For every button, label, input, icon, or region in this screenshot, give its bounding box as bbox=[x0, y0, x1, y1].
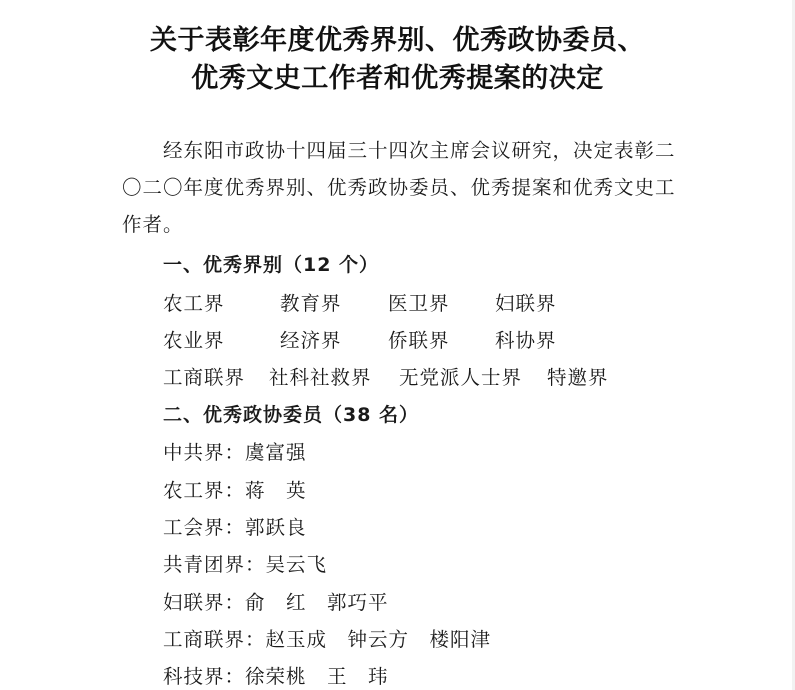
member-group: 农工界： bbox=[163, 479, 246, 502]
intro-line-2: 〇二〇年度优秀界别、优秀政协委员、优秀提案和优秀文史工 bbox=[122, 176, 676, 199]
member-group: 工商联界： bbox=[163, 628, 266, 651]
member-row bbox=[163, 549, 327, 577]
intro-line-1: 经东阳市政协十四届三十四次主席会议研究，决定表彰二 bbox=[163, 139, 676, 162]
sector-item: 工商联界 bbox=[163, 366, 246, 389]
sector-item: 科协界 bbox=[495, 329, 557, 352]
member-row bbox=[163, 512, 307, 540]
member-names: 徐荣桃 王 玮 bbox=[245, 665, 389, 688]
document-title-line-1: 关于表彰年度优秀界别、优秀政协委员、 bbox=[150, 25, 645, 56]
sector-item: 农工界 bbox=[163, 292, 225, 315]
sector-item: 侨联界 bbox=[388, 329, 450, 352]
member-names: 吴云飞 bbox=[265, 553, 328, 576]
sector-item: 无党派人士界 bbox=[399, 366, 523, 389]
member-group: 共青团界： bbox=[163, 553, 266, 576]
member-names: 俞 红 郭巧平 bbox=[245, 591, 389, 614]
sector-item: 特邀界 bbox=[547, 366, 609, 389]
member-row bbox=[163, 587, 389, 615]
intro-paragraph bbox=[122, 132, 682, 243]
member-group: 科技界： bbox=[163, 665, 246, 688]
member-row bbox=[163, 624, 491, 652]
member-names: 蒋 英 bbox=[245, 479, 307, 502]
member-group: 中共界： bbox=[163, 441, 246, 464]
sector-item: 医卫界 bbox=[388, 292, 450, 315]
member-names: 郭跃良 bbox=[245, 516, 307, 539]
member-group: 工会界： bbox=[163, 516, 246, 539]
member-row bbox=[163, 475, 307, 503]
section2-heading: 二、优秀政协委员（38 名） bbox=[163, 404, 420, 426]
sector-item: 妇联界 bbox=[495, 292, 557, 315]
member-names: 虞富强 bbox=[245, 441, 307, 464]
member-row bbox=[163, 437, 307, 465]
sector-item: 教育界 bbox=[280, 292, 342, 315]
sector-item: 经济界 bbox=[280, 329, 342, 352]
member-row bbox=[163, 661, 389, 689]
document-title-line-2: 优秀文史工作者和优秀提案的决定 bbox=[191, 63, 604, 94]
sector-item: 社科社救界 bbox=[269, 366, 372, 389]
member-group: 妇联界： bbox=[163, 591, 246, 614]
sector-item: 农业界 bbox=[163, 329, 225, 352]
intro-line-3: 作者。 bbox=[122, 213, 184, 236]
member-names: 赵玉成 钟云方 楼阳津 bbox=[265, 628, 492, 651]
section1-heading: 一、优秀界别（12 个） bbox=[163, 254, 380, 276]
